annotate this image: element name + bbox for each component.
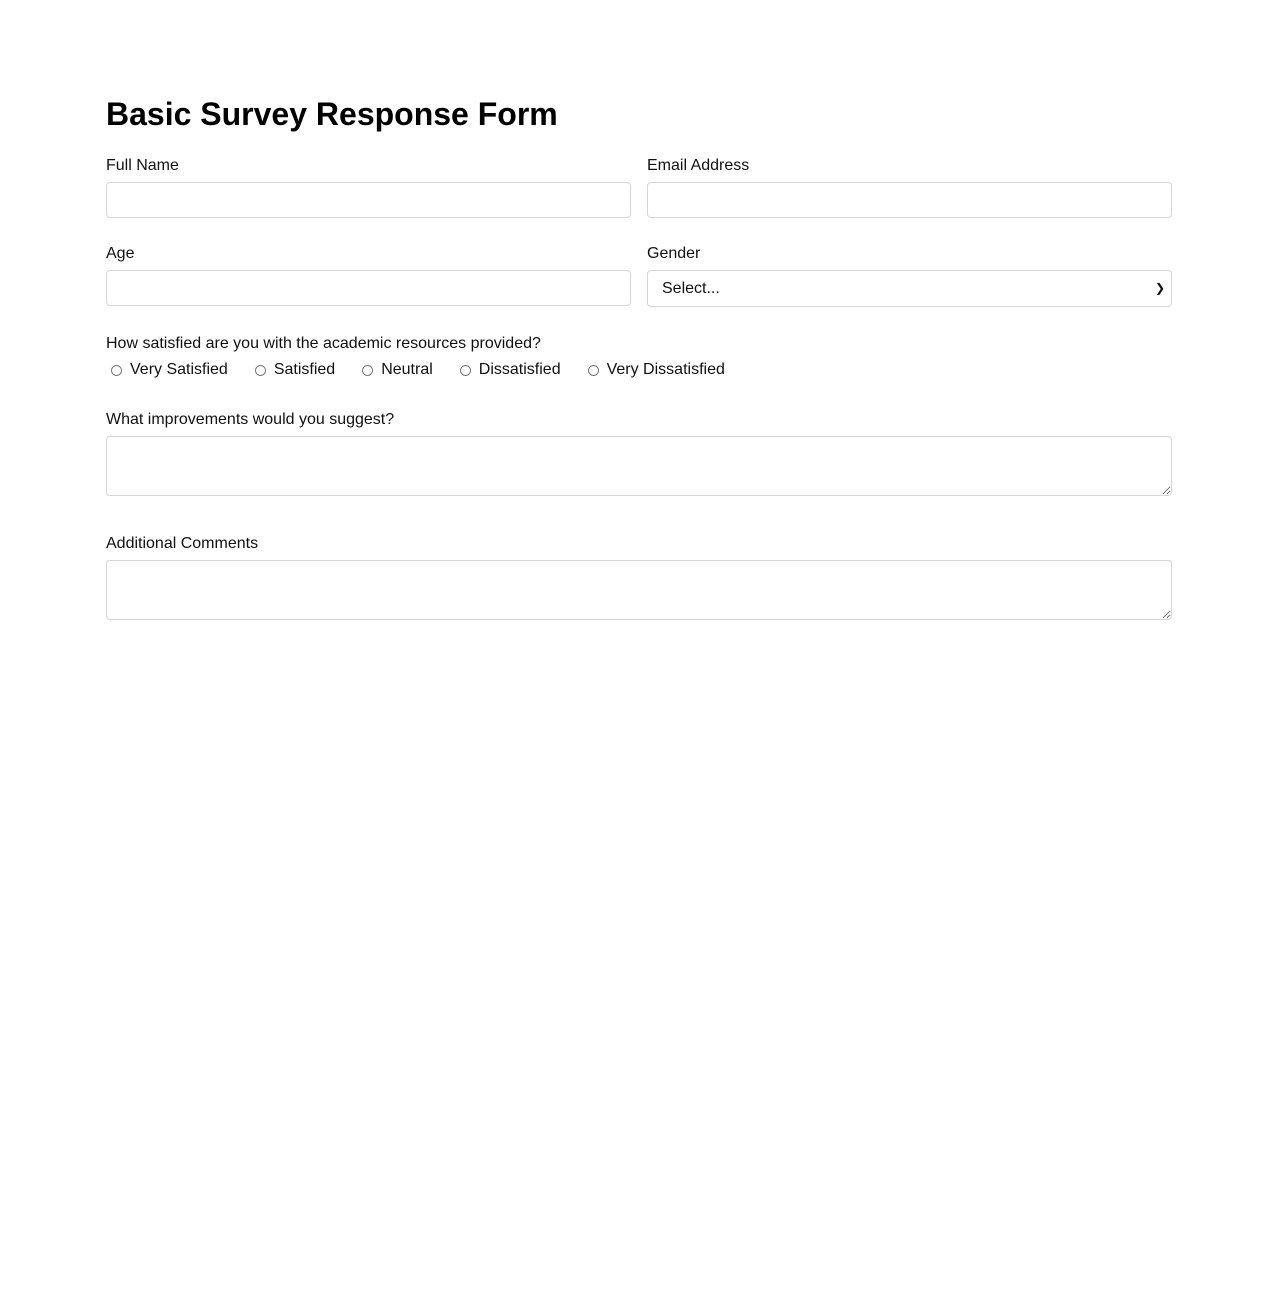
comments-label: Additional Comments bbox=[106, 535, 259, 552]
improvements-textarea[interactable] bbox=[106, 436, 1172, 496]
radio-circle-icon[interactable] bbox=[255, 365, 266, 376]
page-title: Basic Survey Response Form bbox=[106, 96, 558, 132]
full-name-label: Full Name bbox=[106, 157, 179, 174]
survey-form bbox=[106, 0, 1172, 620]
radio-dissatisfied[interactable] bbox=[455, 361, 561, 379]
age-input[interactable] bbox=[106, 270, 631, 306]
age-label: Age bbox=[106, 245, 135, 262]
radio-label: Very Dissatisfied bbox=[606, 361, 725, 378]
radio-neutral[interactable] bbox=[357, 361, 433, 379]
gender-label: Gender bbox=[647, 245, 701, 262]
gender-select[interactable] bbox=[647, 270, 1172, 307]
radio-circle-icon[interactable] bbox=[111, 365, 122, 376]
email-input[interactable] bbox=[647, 182, 1172, 218]
radio-circle-icon[interactable] bbox=[588, 365, 599, 376]
improvements-label: What improvements would you suggest? bbox=[106, 411, 395, 428]
satisfaction-radio-group bbox=[106, 361, 1172, 379]
radio-very-satisfied[interactable] bbox=[106, 361, 228, 379]
radio-circle-icon[interactable] bbox=[362, 365, 373, 376]
radio-label: Neutral bbox=[381, 361, 433, 378]
gender-selected-value: Select... bbox=[662, 280, 720, 297]
full-name-input[interactable] bbox=[106, 182, 631, 218]
chevron-down-icon: ❯ bbox=[1154, 281, 1165, 295]
satisfaction-question: How satisfied are you with the academic resources provided? bbox=[106, 335, 541, 352]
radio-circle-icon[interactable] bbox=[460, 365, 471, 376]
email-label: Email Address bbox=[647, 157, 750, 174]
radio-label: Very Satisfied bbox=[130, 361, 228, 378]
radio-satisfied[interactable] bbox=[250, 361, 335, 379]
radio-label: Satisfied bbox=[273, 361, 336, 378]
radio-very-dissatisfied[interactable] bbox=[583, 361, 725, 379]
radio-label: Dissatisfied bbox=[478, 361, 561, 378]
comments-textarea[interactable] bbox=[106, 560, 1172, 620]
